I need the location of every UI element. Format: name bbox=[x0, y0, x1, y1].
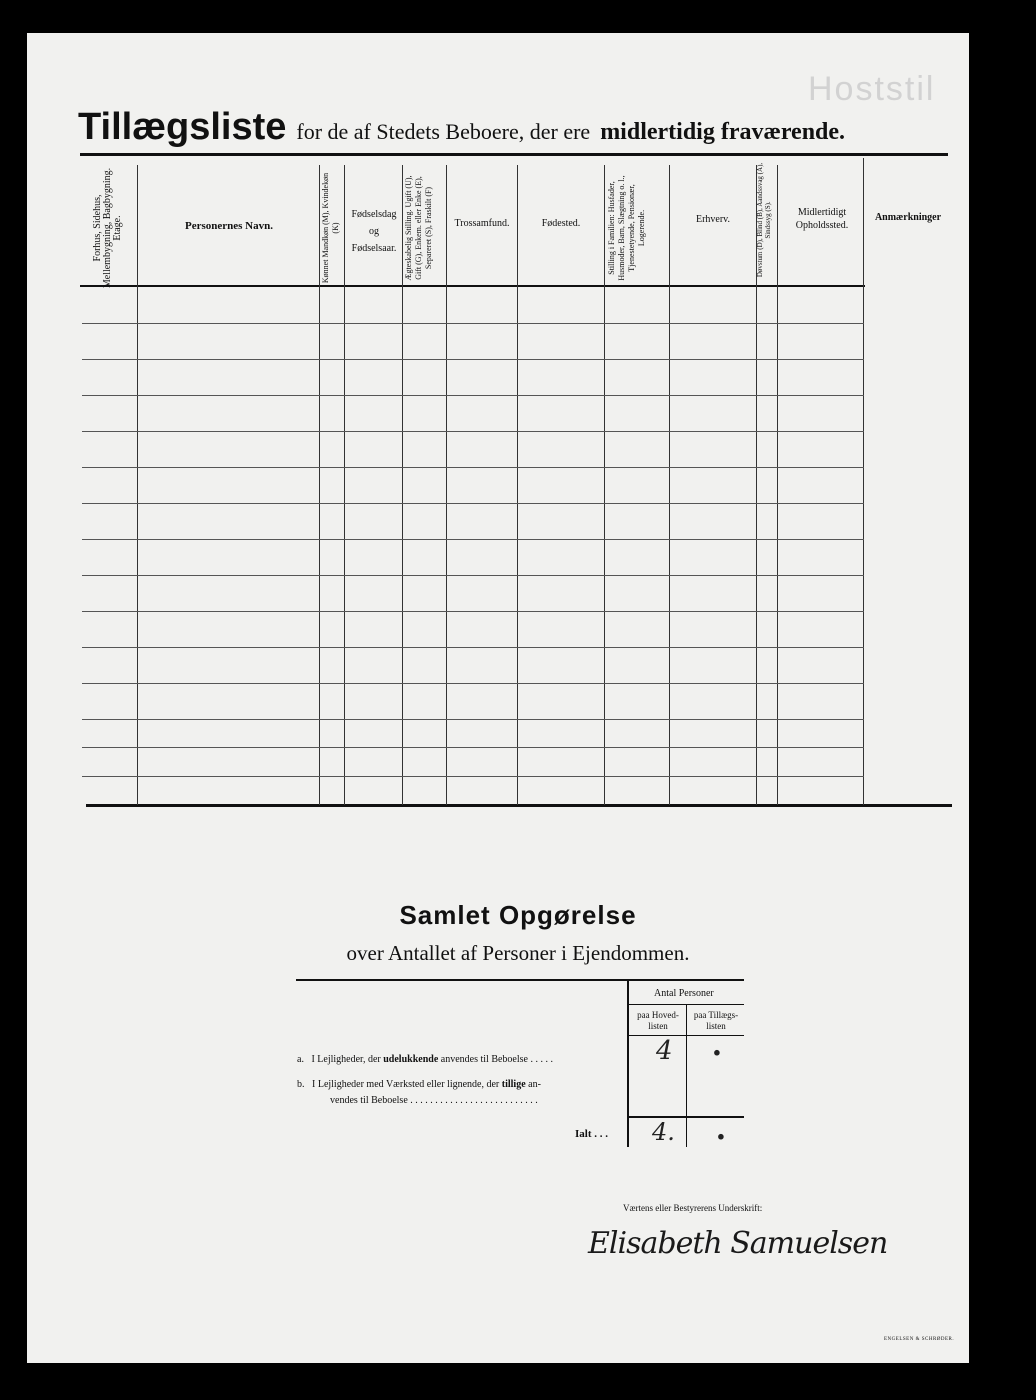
table-row-line bbox=[82, 395, 864, 396]
antal-header: Antal Personer bbox=[654, 988, 714, 999]
title-main: Tillægsliste bbox=[78, 106, 287, 148]
row-b-text: I Lejligheder med Værksted eller lignende, der bbox=[312, 1079, 500, 1090]
summary-title: Samlet Opgørelse bbox=[399, 900, 637, 930]
row-b-text-end: an- bbox=[528, 1079, 541, 1090]
table-row-line bbox=[82, 747, 864, 748]
table-row-line bbox=[82, 539, 864, 540]
ialt-tillaeg-value: ∙ bbox=[716, 1124, 726, 1148]
table-row-line bbox=[82, 683, 864, 684]
printer-credit: ENGELSEN & SCHRØDER. bbox=[884, 1337, 955, 1342]
column-divider bbox=[344, 165, 345, 805]
header-occupation: Erhverv. bbox=[695, 214, 731, 225]
column-divider bbox=[319, 165, 320, 805]
summary-row-b-line2: vendes til Beboelse . . . . . . . . . . . . . . . . . . . . . . . . . . bbox=[330, 1095, 538, 1106]
row-b-bold: tillige bbox=[501, 1079, 526, 1090]
header-marital-status: Ægteskabelig Stilling. Ugift (U), Gift (G), Enkem. eller Enke (E), Separeret (S), Fraskilt (F) bbox=[404, 175, 433, 281]
header-sex: Kønnet Mandkøn (M), Kvindekøn (K) bbox=[321, 172, 340, 284]
summary-divider bbox=[627, 981, 629, 1147]
handwritten-signature: Elisabeth Samuelsen bbox=[588, 1226, 888, 1261]
col-header-hovedlisten: paa Hoved- listen bbox=[637, 1010, 679, 1031]
table-row-line bbox=[82, 323, 864, 324]
column-divider bbox=[446, 165, 447, 805]
column-divider bbox=[604, 165, 605, 805]
table-row-line bbox=[82, 431, 864, 432]
row-a-prefix: a. bbox=[297, 1054, 304, 1065]
ialt-label: Ialt . . . bbox=[575, 1128, 608, 1140]
column-divider bbox=[137, 165, 138, 805]
table-row-line bbox=[82, 611, 864, 612]
column-divider bbox=[863, 158, 864, 805]
table-bottom-rule bbox=[86, 804, 952, 807]
header-temporary-residence: Midlertidigt Opholdssted. bbox=[795, 207, 849, 231]
table-row-line bbox=[82, 575, 864, 576]
summary-top-rule bbox=[296, 979, 744, 981]
table-row-line bbox=[82, 467, 864, 468]
table-row-line bbox=[82, 647, 864, 648]
form-title bbox=[78, 106, 845, 149]
table-row-line bbox=[82, 503, 864, 504]
column-divider bbox=[402, 165, 403, 805]
column-divider bbox=[517, 165, 518, 805]
summary-subheader-rule bbox=[629, 1004, 744, 1005]
title-bold: midlertidig fraværende. bbox=[600, 119, 846, 145]
table-row-line bbox=[82, 719, 864, 720]
header-remarks: Anmærkninger bbox=[874, 212, 942, 223]
form-sheet bbox=[27, 33, 969, 1363]
header-names: Personernes Navn. bbox=[185, 220, 273, 232]
column-divider bbox=[669, 165, 670, 805]
summary-subtitle: over Antallet af Personer i Ejendommen. bbox=[346, 941, 690, 965]
table-row-line bbox=[82, 359, 864, 360]
row-a-text: I Lejligheder, der bbox=[311, 1054, 381, 1065]
summary-total-rule bbox=[629, 1116, 744, 1118]
header-disability: Døvstum (D), Blind (B), Aandssvag (A), Sindssyg (S). bbox=[756, 162, 772, 278]
row-b-prefix: b. bbox=[297, 1079, 305, 1090]
col-header-tillaegslisten: paa Tillægs- listen bbox=[693, 1010, 739, 1031]
header-building-floor: Forhus, Sidehus, Mellembygning, Bagbygning. Etage. bbox=[92, 167, 123, 289]
signature-label: Værtens eller Bestyrerens Underskrift: bbox=[623, 1203, 763, 1213]
summary-row-b bbox=[297, 1079, 541, 1091]
header-religion: Trossamfund. bbox=[454, 218, 510, 229]
header-birthdate: Fødselsdag og Fødselsaar. bbox=[351, 209, 397, 254]
row-a-tillaeg-value: ∙ bbox=[712, 1040, 722, 1064]
summary-col-header-rule bbox=[629, 1035, 744, 1036]
row-a-text-end: anvendes til Beboelse . . . . . bbox=[440, 1054, 553, 1065]
ialt-hoved-value: 4. bbox=[652, 1118, 675, 1146]
summary-row-a bbox=[297, 1054, 553, 1066]
row-a-bold: udelukkende bbox=[383, 1054, 439, 1065]
table-row-line bbox=[82, 776, 864, 777]
table-header-rule bbox=[80, 285, 865, 287]
row-a-hoved-value: 4 bbox=[656, 1036, 673, 1066]
bleed-through-text: Hoststil bbox=[808, 70, 936, 108]
title-middle: for de af Stedets Beboere, der ere bbox=[296, 119, 591, 144]
header-birthplace: Fødested. bbox=[541, 218, 581, 229]
summary-divider bbox=[686, 1005, 687, 1147]
header-family-position: Stilling i Familien: Husfader, Husmoder, Barn, Slægtning o. l., Tjenestetyende, Pensionær, Logerende. bbox=[607, 175, 646, 281]
table-top-rule bbox=[80, 153, 948, 156]
